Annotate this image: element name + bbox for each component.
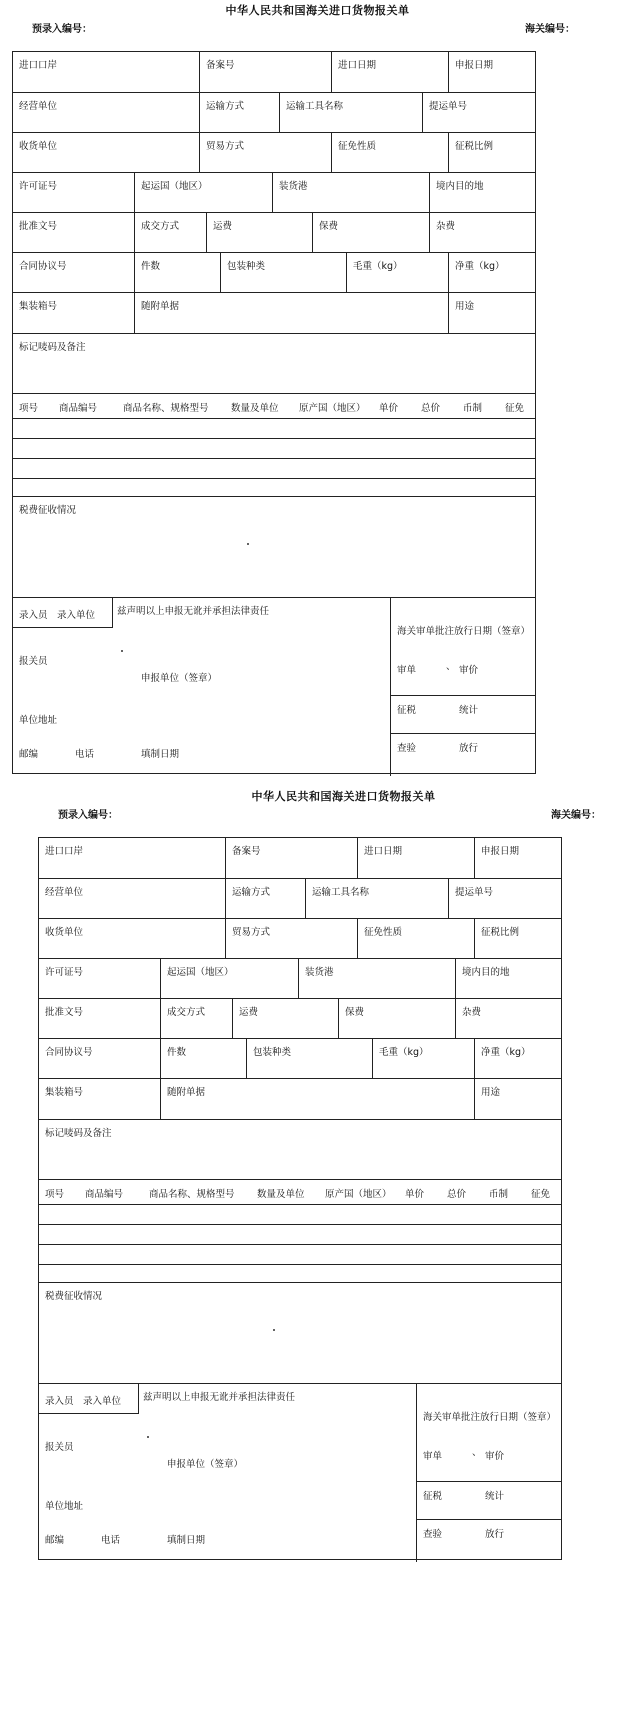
usage-field[interactable]: 用途 (474, 1079, 563, 1119)
deal-mode-field[interactable]: 成交方式 (160, 999, 232, 1038)
customs-approval-label: 海关审单批注放行日期（签章） (423, 1412, 557, 1423)
net-weight-field[interactable]: 净重（kg） (448, 253, 537, 292)
phone-label[interactable]: 电话 (75, 749, 95, 760)
column-currency: 币制 (463, 403, 483, 414)
contract-no-field[interactable]: 合同协议号 (19, 261, 67, 272)
item-table (39, 1179, 561, 1282)
trade-mode-field[interactable]: 贸易方式 (225, 919, 357, 958)
form-title: 中华人民共和国海关进口货物报关单 (251, 790, 436, 803)
operator-field[interactable]: 经营单位 (45, 887, 84, 898)
package-type-field[interactable]: 包装种类 (220, 253, 346, 292)
row-contract (13, 252, 535, 292)
column-commodity-code: 商品编号 (59, 403, 98, 414)
item-table (13, 393, 535, 496)
origin-country-field[interactable]: 起运国（地区） (160, 959, 298, 998)
pre-entry-number-label: 预录入编号： (32, 24, 92, 35)
footer-tax-divider (390, 733, 535, 734)
row-tax-status (13, 496, 535, 597)
postcode-label[interactable]: 邮编 (19, 749, 39, 760)
marks-remarks-field[interactable]: 标记唛码及备注 (45, 1128, 112, 1139)
form-title: 中华人民共和国海关进口货物报关单 (225, 4, 410, 17)
operator-field[interactable]: 经营单位 (19, 101, 58, 112)
row-port (13, 52, 535, 92)
column-item-no: 项号 (19, 403, 39, 414)
import-date-field[interactable]: 进口日期 (331, 52, 448, 92)
declaring-unit-signature[interactable]: 申报单位（签章） (141, 673, 218, 684)
footer-section: 录入员 录入单位 兹声明以上申报无讹并承担法律责任 报关员 申报单位（签章） 单位地址 邮编 电话 填制日期 海关审单批注放行日期（签章） 审单 、 审价 征税 统计 查验 放行 (39, 1383, 561, 1561)
table-row[interactable] (39, 1264, 561, 1265)
table-row[interactable] (13, 418, 535, 419)
fill-date-label[interactable]: 填制日期 (141, 749, 180, 760)
row-port (39, 838, 561, 878)
release-label[interactable]: 放行 (459, 743, 479, 754)
declaration-form-2 (0, 786, 635, 1646)
table-row[interactable] (39, 1224, 561, 1225)
column-quantity-unit: 数量及单位 (231, 403, 279, 414)
record-no-field[interactable]: 备案号 (225, 838, 357, 878)
container-no-field[interactable]: 集装箱号 (45, 1087, 84, 1098)
column-origin-country: 原产国（地区） (299, 403, 366, 414)
record-no-field[interactable]: 备案号 (199, 52, 331, 92)
documents-field[interactable]: 随附单据 (134, 293, 448, 333)
declare-date-field[interactable]: 申报日期 (474, 838, 563, 878)
levy-nature-field[interactable]: 征免性质 (357, 919, 474, 958)
entry-clerk-label: 录入员 (45, 1396, 74, 1407)
customs-number-label: 海关编号： (551, 810, 601, 821)
row-contract (39, 1038, 561, 1078)
inspect-label[interactable]: 查验 (423, 1529, 443, 1540)
row-operator (13, 92, 535, 132)
price-audit-label[interactable]: 审价 (485, 1451, 505, 1462)
postcode-label[interactable]: 邮编 (45, 1535, 65, 1546)
row-consignee (13, 132, 535, 172)
address-label[interactable]: 单位地址 (45, 1501, 84, 1512)
address-label[interactable]: 单位地址 (19, 715, 58, 726)
package-type-field[interactable]: 包装种类 (246, 1039, 372, 1078)
gross-weight-field[interactable]: 毛重（kg） (372, 1039, 474, 1078)
transport-mode-field[interactable]: 运输方式 (199, 93, 279, 132)
phone-label[interactable]: 电话 (101, 1535, 121, 1546)
trade-mode-field[interactable]: 贸易方式 (199, 133, 331, 172)
levy-ratio-field[interactable]: 征税比例 (474, 919, 563, 958)
transport-name-field[interactable]: 运输工具名称 (305, 879, 448, 918)
entry-unit-label: 录入单位 (57, 610, 96, 621)
column-commodity-name: 商品名称、规格型号 (123, 403, 209, 414)
approval-no-field[interactable]: 批准文号 (45, 1007, 84, 1018)
row-license (13, 172, 535, 212)
customs-approval-label: 海关审单批注放行日期（签章） (397, 626, 531, 637)
column-origin-country: 原产国（地区） (325, 1189, 392, 1200)
column-levy: 征免 (531, 1189, 551, 1200)
column-unit-price: 单价 (405, 1189, 425, 1200)
table-row[interactable] (13, 438, 535, 439)
tax-label[interactable]: 征税 (397, 705, 417, 716)
column-commodity-name: 商品名称、规格型号 (149, 1189, 235, 1200)
container-no-field[interactable]: 集装箱号 (19, 301, 58, 312)
bill-no-field[interactable]: 提运单号 (422, 93, 537, 132)
statistics-label[interactable]: 统计 (459, 705, 479, 716)
row-operator (39, 878, 561, 918)
row-container (39, 1078, 561, 1119)
pieces-field[interactable]: 件数 (134, 253, 220, 292)
release-label[interactable]: 放行 (485, 1529, 505, 1540)
fill-date-label[interactable]: 填制日期 (167, 1535, 206, 1546)
pieces-field[interactable]: 件数 (160, 1039, 246, 1078)
tax-label[interactable]: 征税 (423, 1491, 443, 1502)
documents-field[interactable]: 随附单据 (160, 1079, 474, 1119)
declarant-label[interactable]: 报关员 (19, 656, 48, 667)
item-table-header (39, 1180, 561, 1204)
row-marks (13, 333, 535, 393)
freight-field[interactable]: 运费 (206, 213, 312, 252)
footer-divider (390, 598, 391, 776)
declaring-unit-signature[interactable]: 申报单位（签章） (167, 1459, 244, 1470)
customs-number-label: 海关编号： (525, 24, 575, 35)
approval-no-field[interactable]: 批准文号 (19, 221, 58, 232)
insurance-field[interactable]: 保费 (338, 999, 455, 1038)
import-date-field[interactable]: 进口日期 (357, 838, 474, 878)
footer-approval-divider (416, 1481, 561, 1482)
row-consignee (39, 918, 561, 958)
price-audit-label[interactable]: 审价 (459, 665, 479, 676)
item-table-header (13, 394, 535, 418)
column-unit-price: 单价 (379, 403, 399, 414)
tax-status-field[interactable]: 税费征收情况 (45, 1291, 103, 1302)
statistics-label[interactable]: 统计 (485, 1491, 505, 1502)
import-port-field[interactable]: 进口口岸 (19, 60, 58, 71)
declarant-label[interactable]: 报关员 (45, 1442, 74, 1453)
marks-remarks-field[interactable]: 标记唛码及备注 (19, 342, 86, 353)
footer-approval-divider (390, 695, 535, 696)
license-no-field[interactable]: 许可证号 (45, 967, 84, 978)
insurance-field[interactable]: 保费 (312, 213, 429, 252)
net-weight-field[interactable]: 净重（kg） (474, 1039, 563, 1078)
levy-ratio-field[interactable]: 征税比例 (448, 133, 537, 172)
entry-unit-label: 录入单位 (83, 1396, 122, 1407)
review-label[interactable]: 审单 (423, 1451, 443, 1462)
column-commodity-code: 商品编号 (85, 1189, 124, 1200)
tax-status-field[interactable]: 税费征收情况 (19, 505, 77, 516)
usage-field[interactable]: 用途 (448, 293, 537, 333)
row-approval (13, 212, 535, 252)
import-port-field[interactable]: 进口口岸 (45, 846, 84, 857)
declaration-form-1 (0, 0, 635, 860)
column-levy: 征免 (505, 403, 525, 414)
column-total-price: 总价 (421, 403, 441, 414)
license-no-field[interactable]: 许可证号 (19, 181, 58, 192)
form-grid (12, 51, 536, 774)
pre-entry-number-label: 预录入编号： (58, 810, 118, 821)
loading-port-field[interactable]: 装货港 (298, 959, 455, 998)
row-approval (39, 998, 561, 1038)
row-license (39, 958, 561, 998)
table-row[interactable] (39, 1244, 561, 1245)
column-item-no: 项号 (45, 1189, 65, 1200)
destination-field[interactable]: 境内目的地 (429, 173, 537, 212)
transport-mode-field[interactable]: 运输方式 (225, 879, 305, 918)
footer-divider (416, 1384, 417, 1562)
bill-no-field[interactable]: 提运单号 (448, 879, 563, 918)
row-container (13, 292, 535, 333)
transport-name-field[interactable]: 运输工具名称 (279, 93, 422, 132)
entry-clerk-label: 录入员 (19, 610, 48, 621)
origin-country-field[interactable]: 起运国（地区） (134, 173, 272, 212)
declaration-statement: 兹声明以上申报无讹并承担法律责任 (117, 606, 270, 617)
table-row[interactable] (13, 478, 535, 479)
misc-fee-field[interactable]: 杂费 (429, 213, 537, 252)
inspect-label[interactable]: 查验 (397, 743, 417, 754)
row-tax-status (39, 1282, 561, 1383)
table-row[interactable] (39, 1204, 561, 1205)
row-marks (39, 1119, 561, 1179)
deal-mode-field[interactable]: 成交方式 (134, 213, 206, 252)
consignee-field[interactable]: 收货单位 (19, 141, 58, 152)
gross-weight-field[interactable]: 毛重（kg） (346, 253, 448, 292)
column-currency: 币制 (489, 1189, 509, 1200)
footer-tax-divider (416, 1519, 561, 1520)
freight-field[interactable]: 运费 (232, 999, 338, 1038)
column-total-price: 总价 (447, 1189, 467, 1200)
destination-field[interactable]: 境内目的地 (455, 959, 563, 998)
consignee-field[interactable]: 收货单位 (45, 927, 84, 938)
declare-date-field[interactable]: 申报日期 (448, 52, 537, 92)
declaration-statement: 兹声明以上申报无讹并承担法律责任 (143, 1392, 296, 1403)
table-row[interactable] (13, 458, 535, 459)
form-grid (38, 837, 562, 1560)
misc-fee-field[interactable]: 杂费 (455, 999, 563, 1038)
contract-no-field[interactable]: 合同协议号 (45, 1047, 93, 1058)
levy-nature-field[interactable]: 征免性质 (331, 133, 448, 172)
column-quantity-unit: 数量及单位 (257, 1189, 305, 1200)
footer-section: 录入员 录入单位 兹声明以上申报无讹并承担法律责任 报关员 申报单位（签章） 单位地址 邮编 电话 填制日期 海关审单批注放行日期（签章） 审单 、 审价 征税 统计 查验 放行 (13, 597, 535, 775)
review-label[interactable]: 审单 (397, 665, 417, 676)
loading-port-field[interactable]: 装货港 (272, 173, 429, 212)
